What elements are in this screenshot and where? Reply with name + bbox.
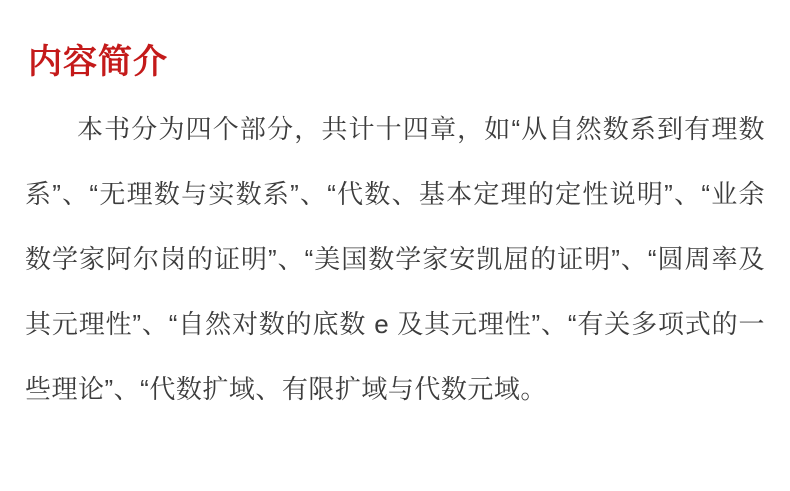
intro-paragraph: 本书分为四个部分，共计十四章，如“从自然数系到有理数系”、“无理数与实数系”、“代数、基本定理的定性说明”、“业余数学家阿尔岗的证明”、“美国数学家安凯屈的证明”、“圆周率及其元理性”、“自然对数的底数 e 及其元理性”、“有关多项式的一些理论”、“代数扩域、有限扩域与代数元域。 <box>25 114 765 404</box>
page-title: 内容简介 <box>28 43 168 81</box>
